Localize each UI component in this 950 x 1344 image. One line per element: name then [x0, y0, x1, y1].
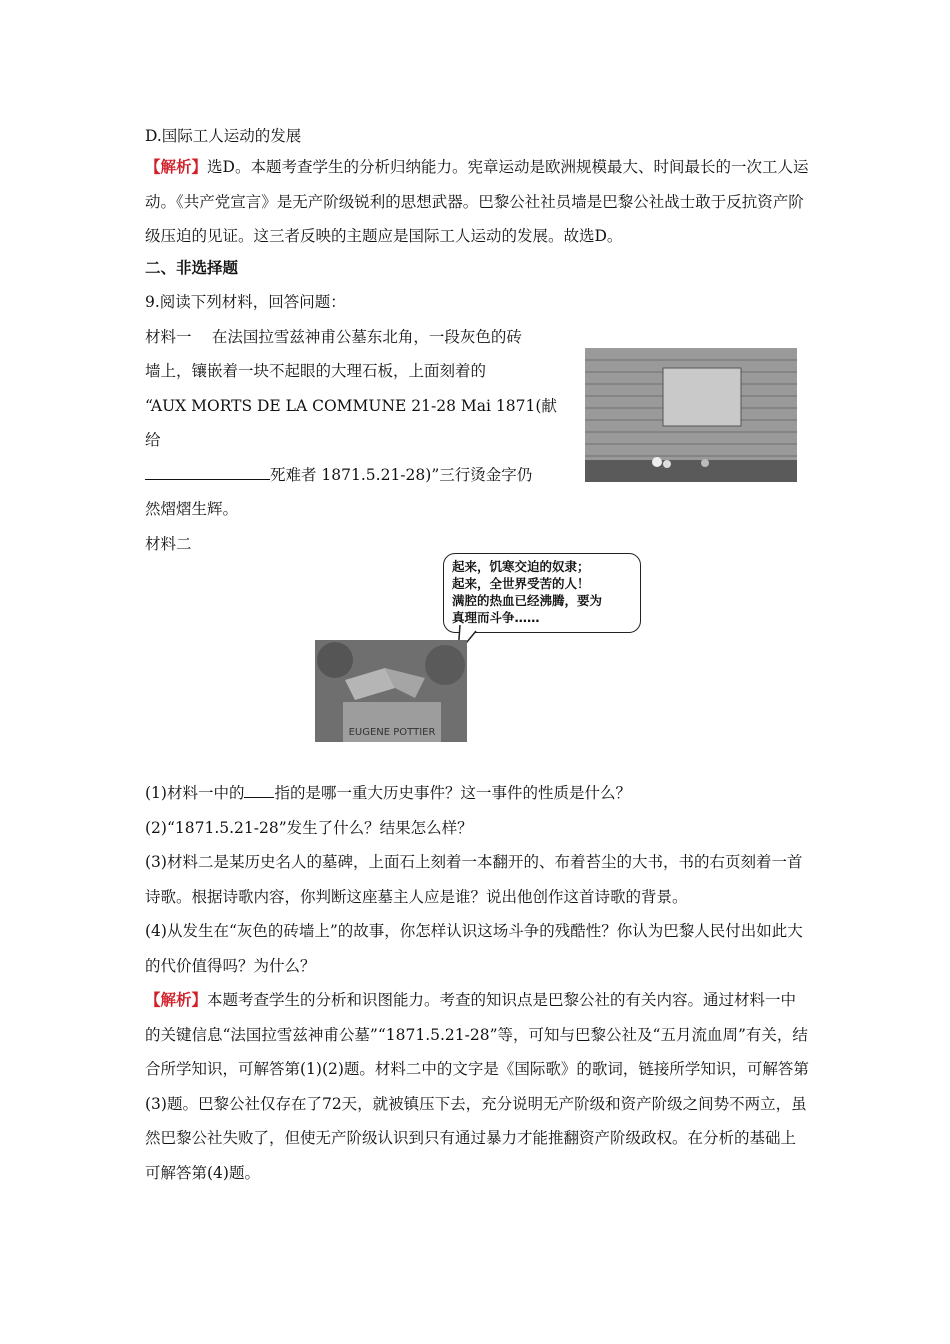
- questions: [145, 776, 810, 1190]
- material-1-line-a: 材料一 在法国拉雪兹神甫公墓东北角，一段灰色的砖: [145, 327, 522, 346]
- top-section: [145, 120, 810, 561]
- speech-bubble: [443, 553, 641, 633]
- analysis-tag: 【解析】: [145, 990, 208, 1009]
- analysis-1: [145, 150, 810, 254]
- analysis-2: [145, 983, 810, 1190]
- analysis-1-text: 选D。本题考查学生的分析归纳能力。宪章运动是欧洲规模最大、时间最长的一次工人运动。《共产党宣言》是无产阶级锐利的思想武器。巴黎公社社员墙是巴黎公社战士敢于反抗资产阶级压迫的见证。这三者反映的主题应是国际工人运动的发展。故选D。: [145, 158, 809, 245]
- question-2: (2)“1871.5.21-28”发生了什么？结果怎么样？: [145, 818, 473, 837]
- bubble-line: 起来，饥寒交迫的奴隶；: [452, 559, 590, 574]
- bubble-line: 真理而斗争……: [452, 610, 540, 625]
- answer-blank: [145, 465, 270, 480]
- material-1-line-d: 死难者 1871.5.21-28)”三行烫金字仍: [145, 458, 565, 493]
- analysis-2-text: 本题考查学生的分析和识图能力。考查的知识点是巴黎公社的有关内容。通过材料一中的关键信息“法国拉雪兹神甫公墓”“1871.5.21-28”等，可知与巴黎公社及“五月流血周”有关，结合所学知识，可解答第(1)(2)题。材料二中的文字是《国际歌》的歌词，链接所学知识，可解答第(3)题。巴黎公社仅存在了72天，就被镇压下去，充分说明无产阶级和资产阶级之间势不两立，虽然巴黎公社失败了，但使无产阶级认识到只有通过暴力才能推翻资产阶级政权。在分析的基础上可解答第(4)题。: [145, 991, 809, 1182]
- grave-photo: [315, 640, 467, 742]
- question-1: (1)材料一中的 指的是哪一重大历史事件？这一事件的性质是什么？: [145, 784, 631, 802]
- brick-wall-photo: [585, 348, 797, 482]
- grave-inscription: EUGENE POTTIER: [348, 727, 436, 738]
- question-9: 9.阅读下列材料，回答问题：: [145, 292, 346, 311]
- wall-image: [585, 348, 797, 482]
- answer-blank-q1: [244, 783, 274, 798]
- option-d: D.国际工人运动的发展: [145, 127, 302, 145]
- bubble-line: 起来，全世界受苦的人！: [452, 576, 590, 591]
- grave-image: [315, 640, 467, 742]
- analysis-tag: 【解析】: [145, 157, 208, 176]
- material-2-label: 材料二: [145, 534, 192, 553]
- material-1-line-e: 然熠熠生辉。: [145, 500, 239, 518]
- question-4: (4)从发生在“灰色的砖墙上”的故事，你怎样认识这场斗争的残酷性？你认为巴黎人民付出如此大的代价值得吗？为什么？: [145, 922, 803, 975]
- material-1-line-c: “AUX MORTS DE LA COMMUNE 21-28 Mai 1871(献给: [145, 396, 557, 449]
- section-heading: 二、非选择题: [145, 257, 239, 277]
- material-1: [145, 320, 565, 527]
- question-3: (3)材料二是某历史名人的墓碑，上面石上刻着一本翻开的、布着苔尘的大书，书的右页刻着一首诗歌。根据诗歌内容，你判断这座墓主人应是谁？说出他创作这首诗歌的背景。: [145, 853, 803, 906]
- bubble-line: 满腔的热血已经沸腾，要为: [452, 593, 603, 608]
- material-1-line-b: 墙上，镶嵌着一块不起眼的大理石板，上面刻着的: [145, 362, 487, 380]
